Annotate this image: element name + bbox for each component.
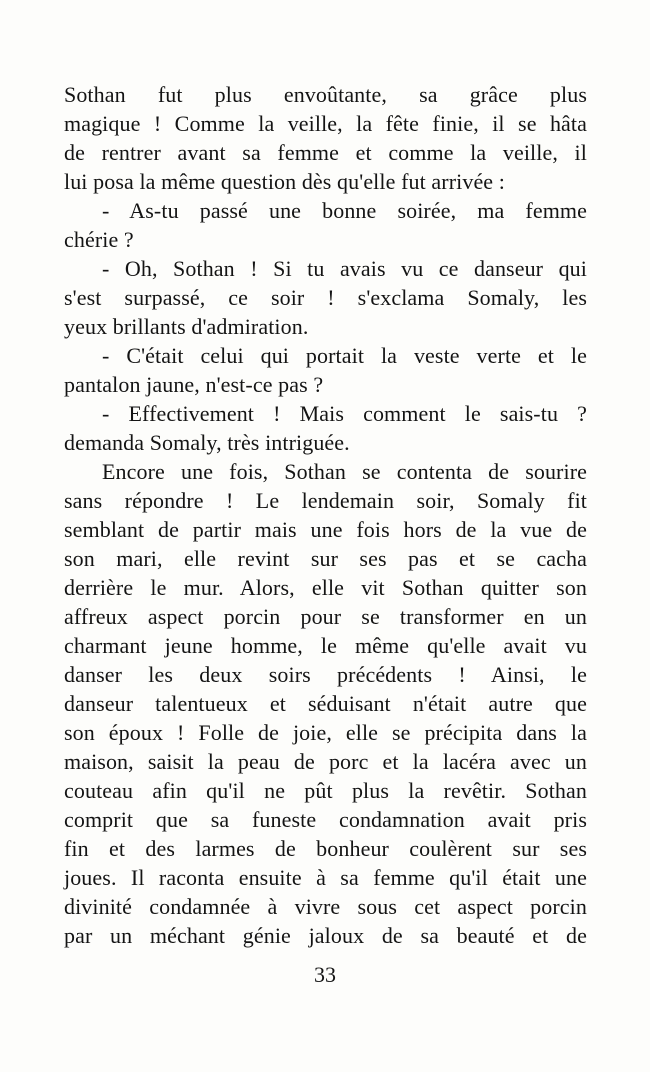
text-line: pantalon jaune, n'est-ce pas ? (64, 372, 324, 397)
text-line: derrière le mur. Alors, elle vit Sothan quitter son (64, 575, 587, 600)
text-line: par un méchant génie jaloux de sa beauté et de (64, 923, 587, 948)
text-line: de rentrer avant sa femme et comme la veille, il (64, 140, 587, 165)
text-line: - As-tu passé une bonne soirée, ma femme (102, 198, 587, 223)
text-line: charmant jeune homme, le même qu'elle avait vu (64, 633, 587, 658)
text-line: yeux brillants d'admiration. (64, 314, 309, 339)
page-text-block (64, 80, 587, 950)
text-line: - Oh, Sothan ! Si tu avais vu ce danseur qui (102, 256, 587, 281)
text-line: divinité condamnée à vivre sous cet aspect porcin (64, 894, 587, 919)
text-line: Sothan fut plus envoûtante, sa grâce plus (64, 82, 587, 107)
page-number: 33 (314, 962, 336, 987)
text-line: semblant de partir mais une fois hors de la vue de (64, 517, 587, 542)
text-line: chérie ? (64, 227, 134, 252)
text-line: - Effectivement ! Mais comment le sais-tu ? (102, 401, 587, 426)
text-line: danseur talentueux et séduisant n'était autre que (64, 691, 587, 716)
text-line: son époux ! Folle de joie, elle se précipita dans la (64, 720, 587, 745)
text-line: son mari, elle revint sur ses pas et se cacha (64, 546, 587, 571)
text-line: demanda Somaly, très intriguée. (64, 430, 350, 455)
text-line: couteau afin qu'il ne pût plus la revêtir. Sothan (64, 778, 587, 803)
text-line: comprit que sa funeste condamnation avait pris (64, 807, 587, 832)
text-line: maison, saisit la peau de porc et la lacéra avec un (64, 749, 587, 774)
text-line: affreux aspect porcin pour se transformer en un (64, 604, 587, 629)
text-line: sans répondre ! Le lendemain soir, Somaly fit (64, 488, 587, 513)
text-line: magique ! Comme la veille, la fête finie, il se hâta (64, 111, 587, 136)
text-line: Encore une fois, Sothan se contenta de sourire (102, 459, 587, 484)
text-line: s'est surpassé, ce soir ! s'exclama Somaly, les (64, 285, 587, 310)
text-line: lui posa la même question dès qu'elle fut arrivée : (64, 169, 505, 194)
text-line: fin et des larmes de bonheur coulèrent sur ses (64, 836, 587, 861)
text-line: danser les deux soirs précédents ! Ainsi, le (64, 662, 587, 687)
text-line: joues. Il raconta ensuite à sa femme qu'il était une (64, 865, 587, 890)
text-line: - C'était celui qui portait la veste verte et le (102, 343, 587, 368)
